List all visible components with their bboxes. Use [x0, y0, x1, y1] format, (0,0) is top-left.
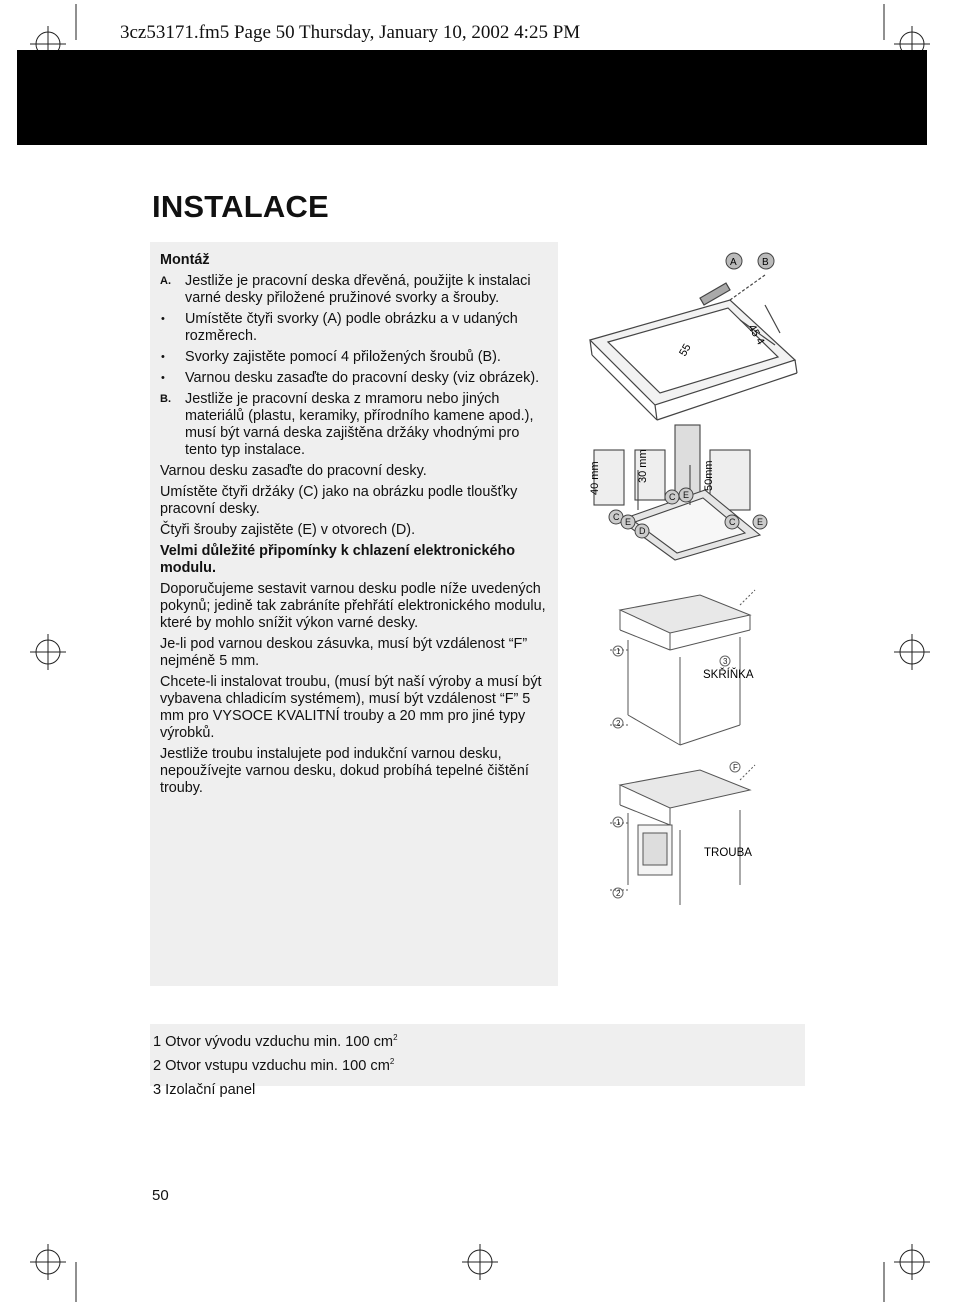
crosshair-mark-bottom-left [30, 1244, 66, 1280]
list-item [160, 311, 550, 345]
section-heading: Montáž [160, 252, 210, 268]
callout-1 [613, 646, 623, 656]
callout-3 [720, 656, 730, 666]
crosshair-mark-bottom-center [462, 1244, 498, 1280]
callout-f [730, 762, 740, 772]
figure-label-c [725, 515, 739, 529]
paragraph: Umístěte čtyři držáky (C) jako na obrázku podle tloušťky pracovní desky. [160, 484, 518, 517]
cabinet-ventilation-figure [610, 590, 755, 745]
figure-label-d [635, 524, 649, 538]
dimension-label: 40 mm [589, 461, 601, 495]
dimension-label: 55 [677, 341, 694, 359]
header-black-bar [17, 50, 927, 145]
clamp-installation-figure [590, 275, 797, 420]
dimension-label: 45 4 [745, 322, 767, 348]
legend-item: 1 Otvor vývodu vzduchu min. 100 $cm^2$ [153, 1033, 398, 1050]
svg-text:1: 1 [616, 647, 621, 656]
dimension-label: 50mm [703, 460, 715, 491]
svg-text:E: E [757, 517, 764, 527]
list-item-text: Svorky zajistěte pomocí 4 přiložených šroubů (B). [185, 349, 501, 365]
legend-item: 2 Otvor vstupu vzduchu min. 100 $cm^2$ [153, 1057, 395, 1074]
callout-2 [613, 888, 623, 898]
svg-text:B: B [762, 257, 769, 268]
list-item-text: Umístěte čtyři svorky (A) podle obrázku a v udaných rozměrech. [185, 311, 518, 344]
list-marker: A. [160, 275, 171, 287]
list-marker: B. [160, 393, 171, 405]
figure-label-e [621, 515, 635, 529]
list-item-text: Varnou desku zasaďte do pracovní desky (viz obrázek). [185, 370, 540, 386]
list-item-text: Jestliže je pracovní deska dřevěná, použijte k instalaci varné desky přiložené pružinové svorky a šrouby. [185, 273, 531, 306]
bullet-marker: • [161, 351, 165, 363]
paragraph: Jestliže troubu instalujete pod indukční varnou desku, nepoužívejte varnou desku, dokud probíhá tepelné čištění trouby. [160, 746, 529, 796]
paragraph: Je-li pod varnou deskou zásuvka, musí být vzdálenost “F” nejméně 5 mm. [160, 636, 528, 669]
paragraph: Varnou desku zasaďte do pracovní desky. [160, 463, 427, 479]
cooling-heading: Velmi důležité připomínky k chlazení elektronického modulu. [160, 543, 516, 576]
legend-list [153, 1028, 398, 1100]
svg-text:A: A [730, 257, 737, 268]
installation-diagrams [580, 245, 910, 905]
callout-2 [613, 718, 623, 728]
svg-text:C: C [613, 512, 620, 522]
legend-item: 3 Izolační panel [153, 1082, 256, 1098]
svg-text:E: E [683, 490, 690, 500]
figure-label-e [679, 488, 693, 502]
list-item [160, 391, 550, 459]
figure-label-c [665, 490, 679, 504]
list-item [160, 349, 550, 366]
figure-label-a [726, 253, 742, 269]
crosshair-mark-bottom-right [894, 1244, 930, 1280]
bullet-marker: • [161, 313, 165, 325]
instructions-text [160, 252, 550, 801]
svg-text:3: 3 [723, 657, 728, 666]
svg-text:2: 2 [616, 719, 621, 728]
page-number: 50 [152, 1187, 169, 1204]
oven-ventilation-figure [610, 765, 755, 905]
svg-text:E: E [625, 517, 632, 527]
svg-text:1: 1 [616, 818, 621, 827]
crosshair-mark-mid-left [30, 634, 66, 670]
paragraph: Doporučujeme sestavit varnou desku podle níže uvedených pokynů; jedině tak zabráníte přehřátí elektronického modulu, které by mohlo snížit výkon varné desky. [160, 581, 546, 631]
paragraph: Chcete-li instalovat troubu, (musí být naší výroby a musí být vybavena chladicím systémem), musí být vzdálenost “F” 5 mm pro VYSOCE KVALITNÍ trouby a 20 mm pro jiné typy výrobků. [160, 674, 542, 741]
document-header: 3cz53171.fm5 Page 50 Thursday, January 10, 2002 4:25 PM [120, 22, 581, 43]
svg-text:C: C [669, 492, 676, 502]
oven-label: TROUBA [704, 847, 752, 859]
list-item [160, 370, 550, 387]
figure-label-b [758, 253, 774, 269]
svg-text:2: 2 [616, 889, 621, 898]
page-title: INSTALACE [152, 189, 329, 224]
list-item [160, 273, 550, 307]
svg-text:C: C [729, 517, 736, 527]
paragraph: Čtyři šrouby zajistěte (E) v otvorech (D). [160, 522, 416, 538]
callout-1 [613, 817, 623, 827]
list-item-text: Jestliže je pracovní deska z mramoru nebo jiných materiálů (plastu, keramiky, přírodního kamene apod.), musí být varná deska zajištěna držáky vhodnými pro tento typ instalace. [185, 391, 534, 458]
bullet-marker: • [161, 372, 165, 384]
figure-label-e [753, 515, 767, 529]
svg-text:D: D [639, 526, 646, 536]
svg-text:F: F [733, 763, 738, 772]
cabinet-label: SKŘÍŇKA [703, 669, 754, 681]
dimension-label: 30 mm [637, 449, 649, 483]
